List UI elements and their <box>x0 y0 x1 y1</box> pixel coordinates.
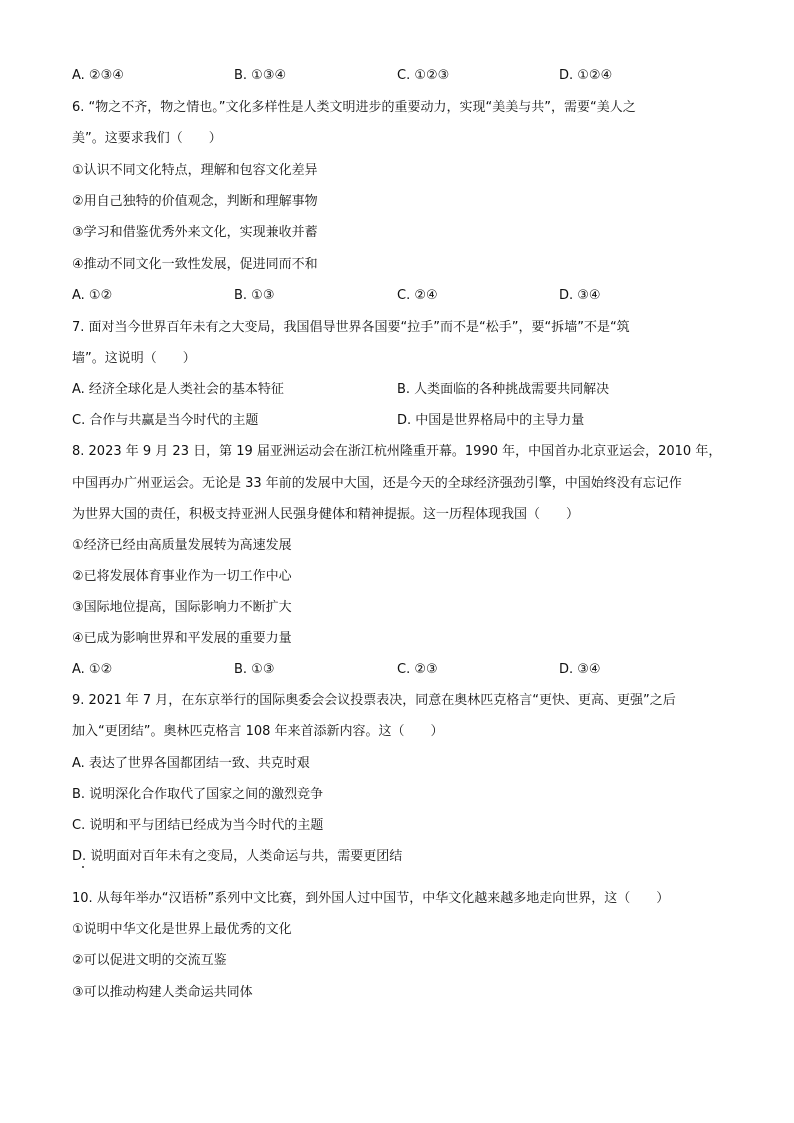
q5-option-b[interactable]: B. ①③④ <box>234 68 287 83</box>
q8-stem-line3: 为世界大国的责任，积极支持亚洲人民强身健体和精神提振。这一历程体现我国（ ） <box>72 507 580 522</box>
q10-item-3: ③可以推动构建人类命运共同体 <box>72 985 253 1000</box>
q5-option-c[interactable]: C. ①②③ <box>397 68 450 83</box>
q7-stem-line2: 墙”。这说明（ ） <box>72 351 196 366</box>
q6-option-a[interactable]: A. ①② <box>72 288 113 303</box>
q8-option-c[interactable]: C. ②③ <box>397 662 438 677</box>
q7-option-b[interactable]: B. 人类面临的各种挑战需要共同解决 <box>397 382 610 397</box>
q6-item-3: ③学习和借鉴优秀外来文化，实现兼收并蓄 <box>72 225 318 240</box>
q8-stem-line1: 8. 2023 年 9 月 23 日，第 19 届亚洲运动会在浙江杭州隆重开幕。1990 年，中国首办北京亚运会，2010 年， <box>72 444 722 459</box>
q6-option-d[interactable]: D. ③④ <box>559 288 601 303</box>
q6-item-1: ①认识不同文化特点，理解和包容文化差异 <box>72 163 318 178</box>
q7-stem-line1: 7. 面对当今世界百年未有之大变局，我国倡导世界各国要“拉手”而不是“松手”，要“拆墙”不是“筑 <box>72 320 630 335</box>
stray-dot <box>82 866 84 868</box>
q7-option-d[interactable]: D. 中国是世界格局中的主导力量 <box>397 413 585 428</box>
q8-item-3: ③国际地位提高，国际影响力不断扩大 <box>72 600 292 615</box>
q8-stem-line2: 中国再办广州亚运会。无论是 33 年前的发展中大国，还是今天的全球经济强劲引擎，中国始终没有忘记作 <box>72 476 682 491</box>
q9-option-d[interactable]: D. 说明面对百年未有之变局，人类命运与共，需要更团结 <box>72 849 403 864</box>
q7-option-a[interactable]: A. 经济全球化是人类社会的基本特征 <box>72 382 284 397</box>
q10-stem-line1: 10. 从每年举办“汉语桥”系列中文比赛，到外国人过中国节，中华文化越来越多地走向世界，这（ ） <box>72 891 670 906</box>
q8-option-d[interactable]: D. ③④ <box>559 662 601 677</box>
q5-option-a[interactable]: A. ②③④ <box>72 68 124 83</box>
q9-option-a[interactable]: A. 表达了世界各国都团结一致、共克时艰 <box>72 756 310 771</box>
q9-option-c[interactable]: C. 说明和平与团结已经成为当今时代的主题 <box>72 818 324 833</box>
q8-item-4: ④已成为影响世界和平发展的重要力量 <box>72 631 292 646</box>
q6-item-2: ②用自己独特的价值观念，判断和理解事物 <box>72 194 318 209</box>
q8-option-b[interactable]: B. ①③ <box>234 662 275 677</box>
q8-item-2: ②已将发展体育事业作为一切工作中心 <box>72 569 292 584</box>
q8-option-a[interactable]: A. ①② <box>72 662 113 677</box>
q6-stem-line2: 美”。这要求我们（ ） <box>72 131 222 146</box>
q6-option-b[interactable]: B. ①③ <box>234 288 275 303</box>
q9-option-b[interactable]: B. 说明深化合作取代了国家之间的激烈竞争 <box>72 787 324 802</box>
q10-item-1: ①说明中华文化是世界上最优秀的文化 <box>72 922 292 937</box>
q9-stem-line2: 加入“更团结”。奥林匹克格言 108 年来首添新内容。这（ ） <box>72 724 444 739</box>
q7-option-c[interactable]: C. 合作与共赢是当今时代的主题 <box>72 413 259 428</box>
q5-option-d[interactable]: D. ①②④ <box>559 68 613 83</box>
q8-item-1: ①经济已经由高质量发展转为高速发展 <box>72 538 292 553</box>
q6-option-c[interactable]: C. ②④ <box>397 288 438 303</box>
q10-item-2: ②可以促进文明的交流互鉴 <box>72 953 227 968</box>
q6-item-4: ④推动不同文化一致性发展，促进同而不和 <box>72 257 318 272</box>
q9-stem-line1: 9. 2021 年 7 月，在东京举行的国际奥委会会议投票表决，同意在奥林匹克格言“更快、更高、更强”之后 <box>72 693 676 708</box>
q6-stem-line1: 6. “物之不齐，物之情也。”文化多样性是人类文明进步的重要动力，实现“美美与共”，需要“美人之 <box>72 100 636 115</box>
